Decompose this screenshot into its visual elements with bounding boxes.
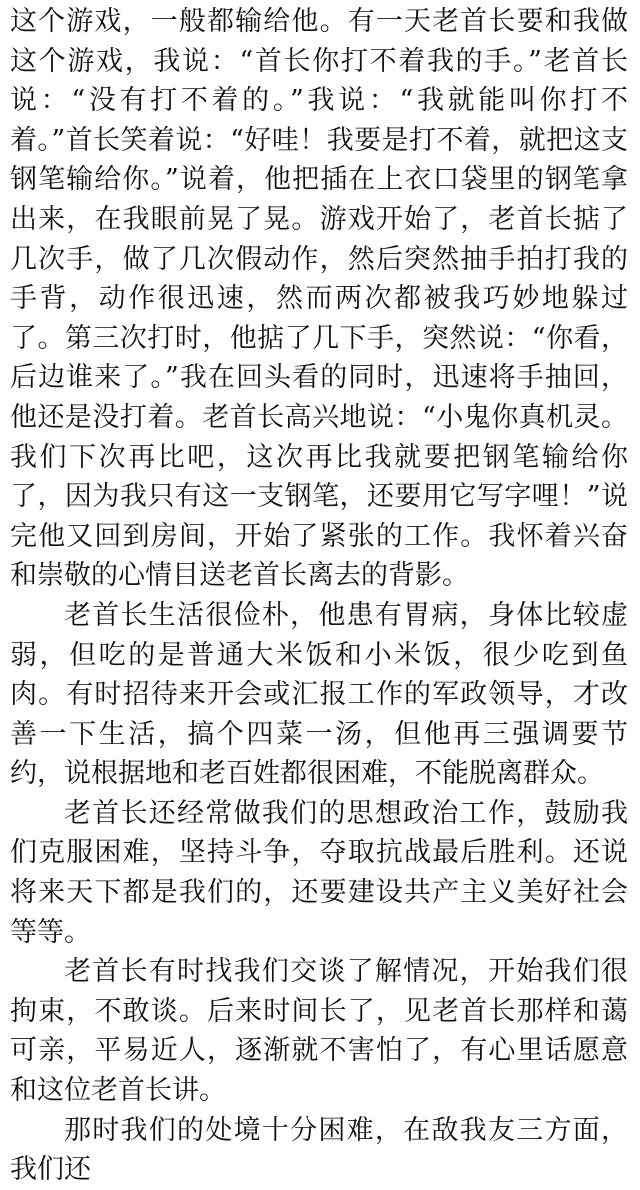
paragraph-5: 那时我们的处境十分困难，在敌我友三方面，我们还 (10, 1114, 628, 1186)
paragraph-2: 老首长生活很俭朴，他患有胃病，身体比较虚弱，但吃的是普通大米饭和小米饭，很少吃到鱼肉。有时招待来开会或汇报工作的军政领导，才改善一下生活，搞个四菜一汤，但他再三强调要节约，说根据地和老百姓都很困难，不能脱离群众。 (10, 599, 628, 790)
document-page (10, 2, 628, 1190)
paragraph-1: 这个游戏，一般都输给他。有一天老首长要和我做这个游戏，我说：“首长你打不着我的手。”老首长说：“没有打不着的。”我说：“我就能叫你打不着。”首长笑着说：“好哇！我要是打不着，就把这支钢笔输给你。”说着，他把插在上衣口袋里的钢笔拿出来，在我眼前晃了晃。游戏开始了，老首长掂了几次手，做了几次假动作，然后突然抽手拍打我的手背，动作很迅速，然而两次都被我巧妙地躲过了。第三次打时，他掂了几下手，突然说：“你看，后边谁来了。”我在回头看的同时，迅速将手抽回，他还是没打着。老首长高兴地说：“小鬼你真机灵。我们下次再比吧，这次再比我就要把钢笔输给你了，因为我只有这一支钢笔，还要用它写字哩！”说完他又回到房间，开始了紧张的工作。我怀着兴奋和崇敬的心情目送老首长离去的背影。 (10, 6, 628, 592)
paragraph-3: 老首长还经常做我们的思想政治工作，鼓励我们克服困难，坚持斗争，夺取抗战最后胜利。还说将来天下都是我们的，还要建设共产主义美好社会等等。 (10, 797, 628, 948)
paragraph-4: 老首长有时找我们交谈了解情况，开始我们很拘束，不敢谈。后来时间长了，见老首长那样和蔼可亲，平易近人，逐渐就不害怕了，有心里话愿意和这位老首长讲。 (10, 956, 628, 1107)
